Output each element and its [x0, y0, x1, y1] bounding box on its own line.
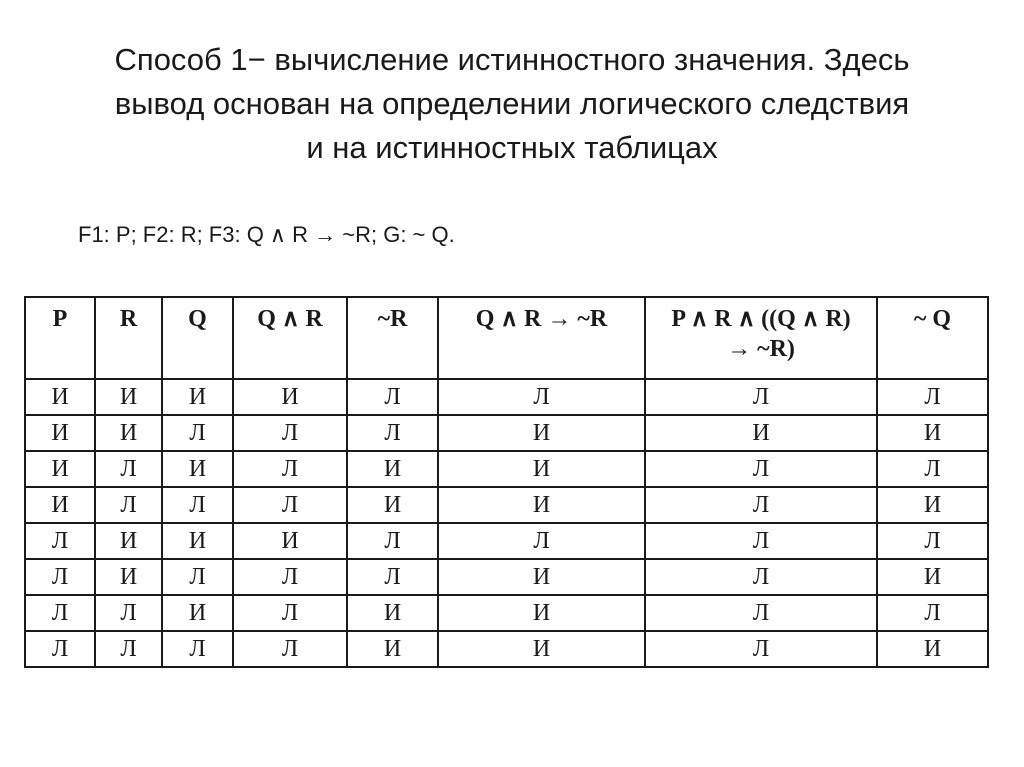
table-cell: Л	[162, 559, 233, 595]
table-cell: Л	[645, 451, 877, 487]
table-cell: Л	[95, 487, 162, 523]
table-row	[25, 595, 988, 631]
table-cell: Л	[645, 379, 877, 415]
table-cell: Л	[438, 379, 645, 415]
table-cell: И	[233, 523, 347, 559]
table-cell: Л	[347, 415, 438, 451]
table-cell: Л	[95, 595, 162, 631]
header-cell: Q	[162, 297, 233, 379]
table-cell: И	[95, 379, 162, 415]
table-cell: Л	[162, 487, 233, 523]
table-cell: Л	[877, 595, 988, 631]
table-cell: Л	[645, 559, 877, 595]
title-line-2: вывод основан на определении логического следствия	[114, 86, 910, 121]
table-cell: И	[645, 415, 877, 451]
table-cell: Л	[877, 523, 988, 559]
table-cell: И	[438, 595, 645, 631]
table-cell: И	[162, 451, 233, 487]
header-cell: R	[95, 297, 162, 379]
title-line-3: и на истинностных таблицах	[306, 130, 718, 165]
table-cell: И	[438, 415, 645, 451]
table-cell: Л	[347, 523, 438, 559]
table-row	[25, 487, 988, 523]
table-cell: И	[25, 415, 95, 451]
table-row	[25, 523, 988, 559]
table-cell: Л	[95, 631, 162, 667]
table-cell: И	[25, 379, 95, 415]
table-cell: И	[438, 487, 645, 523]
header-cell: P ∧ R ∧ ((Q ∧ R) → ~R)	[645, 297, 877, 379]
table-cell: И	[162, 595, 233, 631]
table-cell: Л	[645, 595, 877, 631]
table-cell: И	[95, 559, 162, 595]
table-cell: И	[25, 451, 95, 487]
truth-table	[24, 296, 989, 668]
table-row	[25, 379, 988, 415]
table-cell: Л	[25, 559, 95, 595]
table-cell: И	[438, 631, 645, 667]
table-cell: Л	[645, 487, 877, 523]
table-cell: Л	[25, 595, 95, 631]
table-row	[25, 631, 988, 667]
table-cell: Л	[233, 415, 347, 451]
table-header-row	[25, 297, 988, 379]
table-cell: И	[347, 595, 438, 631]
table-cell: Л	[645, 523, 877, 559]
header-cell: Q ∧ R → ~R	[438, 297, 645, 379]
table-cell: Л	[877, 379, 988, 415]
table-cell: И	[347, 487, 438, 523]
table-row	[25, 451, 988, 487]
title-line-1: Способ 1− вычисление истинностного значения. Здесь	[114, 42, 910, 77]
table-row	[25, 415, 988, 451]
table-cell: Л	[95, 451, 162, 487]
table-cell: Л	[233, 631, 347, 667]
table-cell: И	[347, 451, 438, 487]
table-cell: Л	[233, 559, 347, 595]
table-cell: И	[25, 487, 95, 523]
table-cell: И	[877, 631, 988, 667]
table-cell: Л	[233, 451, 347, 487]
table-cell: И	[162, 379, 233, 415]
table-cell: И	[95, 415, 162, 451]
table-cell: И	[438, 559, 645, 595]
table-cell: Л	[438, 523, 645, 559]
table-cell: Л	[25, 631, 95, 667]
formula-statement: F1: P; F2: R; F3: Q ∧ R → ~R; G: ~ Q.	[78, 222, 455, 247]
table-cell: И	[347, 631, 438, 667]
header-cell: ~R	[347, 297, 438, 379]
table-cell: Л	[645, 631, 877, 667]
table-cell: И	[233, 379, 347, 415]
table-cell: И	[162, 523, 233, 559]
header-cell: P	[25, 297, 95, 379]
table-cell: И	[877, 415, 988, 451]
table-cell: Л	[162, 631, 233, 667]
table-cell: И	[95, 523, 162, 559]
table-cell: Л	[162, 415, 233, 451]
table-cell: Л	[25, 523, 95, 559]
table-cell: И	[877, 559, 988, 595]
table-cell: И	[877, 487, 988, 523]
table-cell: И	[438, 451, 645, 487]
table-cell: Л	[233, 595, 347, 631]
header-cell: ~ Q	[877, 297, 988, 379]
table-cell: Л	[233, 487, 347, 523]
table-row	[25, 559, 988, 595]
table-cell: Л	[347, 559, 438, 595]
table-cell: Л	[347, 379, 438, 415]
header-cell: Q ∧ R	[233, 297, 347, 379]
table-cell: Л	[877, 451, 988, 487]
slide-title	[40, 38, 984, 170]
